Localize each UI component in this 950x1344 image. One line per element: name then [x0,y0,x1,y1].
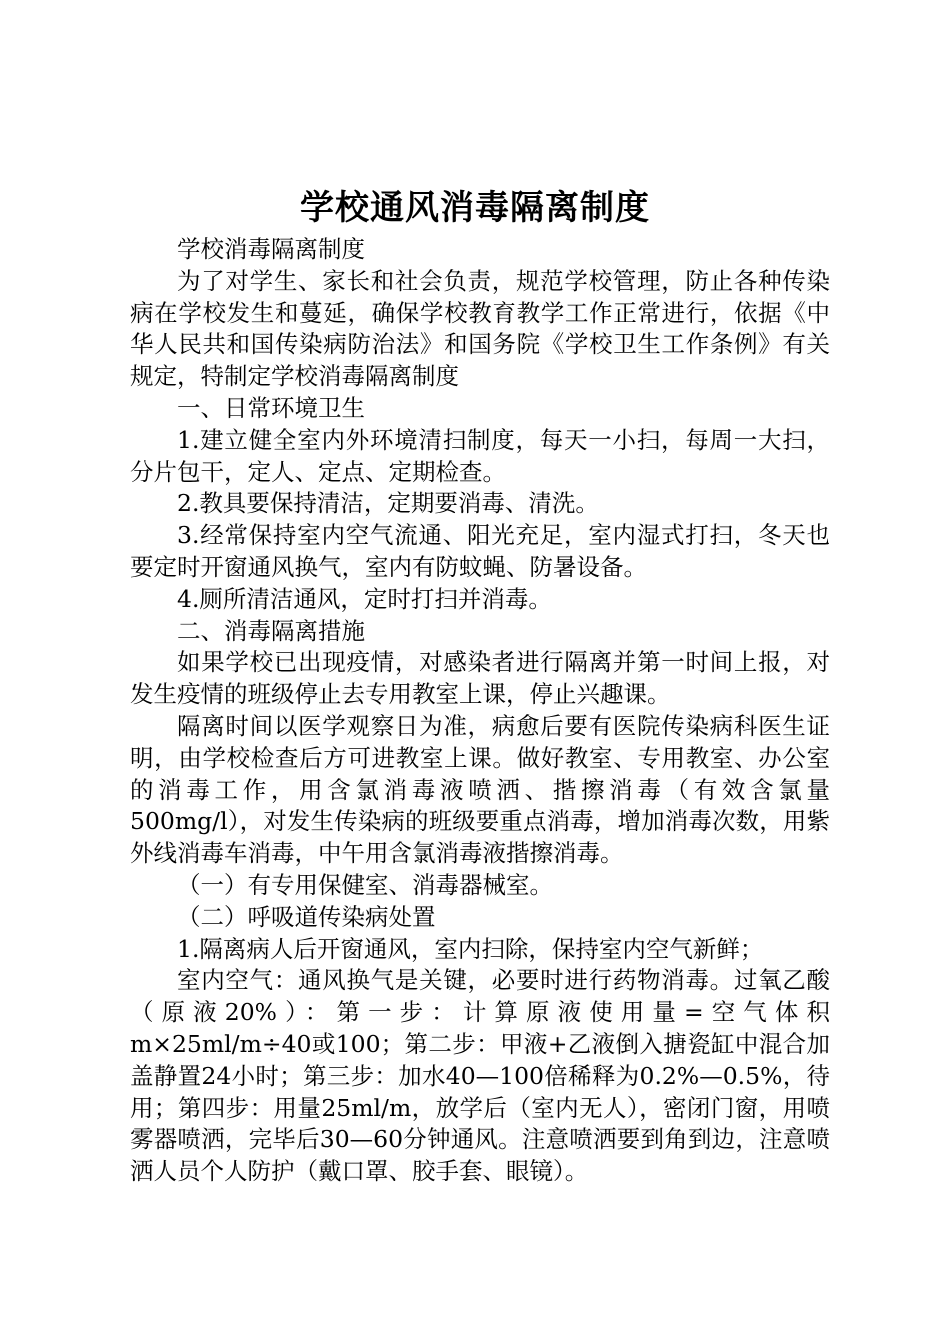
paragraph-intro: 为了对学生、家长和社会负责，规范学校管理，防止各种传染病在学校发生和蔓延，确保学校教育教学工作正常进行，依据《中华人民共和国传染病防治法》和国务院《学校卫生工作条例》有关规定，特制定学校消毒隔离制度 [130,266,830,391]
paragraph-outbreak: 如果学校已出现疫情，对感染者进行隔离并第一时间上报，对发生疫情的班级停止去专用教室上课，停止兴趣课。 [130,648,830,709]
paragraph-item-3: 3.经常保持室内空气流通、阳光充足，室内湿式打扫，冬天也要定时开窗通风换气，室内有防蚊蝇、防暑设备。 [130,521,830,581]
section-heading-measures: 二、消毒隔离措施 [177,616,365,645]
document-body [130,234,830,1188]
subsection-heading-2: （二）呼吸道传染病处置 [177,902,436,931]
paragraph-item-2: 2.教具要保持清洁，定期要消毒、清洗。 [177,489,599,518]
paragraph-isolation: 隔离时间以医学观察日为准，病愈后要有医院传染病科医生证明，由学校检查后方可进教室上课。做好教室、专用教室、办公室的消毒工作，用含氯消毒液喷洒、揩擦消毒（有效含氯量500mg/l），对发生传染病的班级要重点消毒，增加消毒次数，用紫外线消毒车消毒，中午用含氯消毒液揩擦消毒。 [130,711,830,868]
paragraph-subtitle: 学校消毒隔离制度 [177,235,365,263]
paragraph-item-4: 4.厕所清洁通风，定时打扫并消毒。 [177,584,552,613]
document-title: 学校通风消毒隔离制度 [300,188,650,228]
paragraph-respiratory-1: 1.隔离病人后开窗通风，室内扫除，保持室内空气新鲜； [177,934,764,963]
paragraph-indoor-air: 室内空气：通风换气是关键，必要时进行药物消毒。过氧乙酸（原液20%）：第一步：计算原液使用量=空气体积m×25ml/m÷40或100；第二步：甲液+乙液倒入搪瓷缸中混合加盖静置24小时；第三步：加水40—100倍稀释为0.2%—0.5%，待用；第四步：用量25ml/m，放学后（室内无人），密闭门窗，用喷雾器喷洒，完毕后30—60分钟通风。注意喷洒要到角到边，注意喷洒人员个人防护（戴口罩、胶手套、眼镜）。 [130,966,830,1186]
paragraph-item-1: 1.建立健全室内外环境清扫制度，每天一小扫，每周一大扫，分片包干，定人、定点、定期检查。 [130,425,830,486]
subsection-heading-1: （一）有专用保健室、消毒器械室。 [177,870,553,899]
section-heading-hygiene: 一、日常环境卫生 [177,393,365,422]
